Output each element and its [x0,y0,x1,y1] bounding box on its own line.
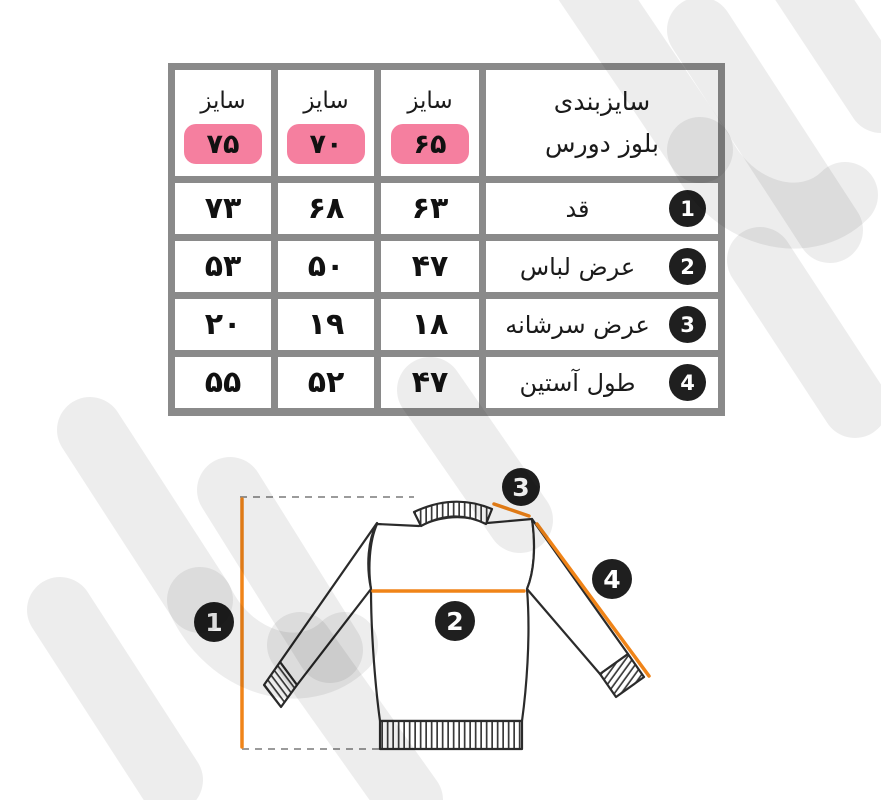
row-label-sleeve [486,357,718,408]
size-chart-table [168,63,725,416]
row-number-badge-3: 3 [669,306,706,343]
size-column-header-70 [278,70,374,176]
size-word: سایز [200,88,246,114]
table-title [486,70,718,176]
size-chip-65: ۶۵ [391,124,469,164]
size-chip-70: ۷۰ [287,124,365,164]
diagram-badge-3: 3 [512,473,530,502]
size-chip-75: ۷۵ [184,124,262,164]
diagram-badge-1: 1 [205,608,223,637]
value-shoulder-75: ۲۰ [175,299,271,350]
row-number-badge-2: 2 [669,248,706,285]
value-width-70: ۵۰ [278,241,374,292]
row-number-badge-1: 1 [669,190,706,227]
row-label-shoulder [486,299,718,350]
table-title-line2: بلوز دورس [545,129,659,158]
size-column-header-75 [175,70,271,176]
left-sleeve [280,523,377,685]
value-shoulder-65: ۱۸ [381,299,479,350]
row-label-text: عرض لباس [519,252,636,281]
diagram-badge-2: 2 [446,607,464,636]
value-length-75: ۷۳ [175,183,271,234]
size-word: سایز [407,88,453,114]
size-column-header-65 [381,70,479,176]
value-width-75: ۵۳ [175,241,271,292]
row-label-text: عرض سرشانه [505,310,650,339]
row-label-width [486,241,718,292]
row-label-text: طول آستین [519,368,636,397]
measurement-line-shoulder [494,504,529,516]
value-length-70: ۶۸ [278,183,374,234]
value-sleeve-75: ۵۵ [175,357,271,408]
value-sleeve-70: ۵۲ [278,357,374,408]
row-number-badge-4: 4 [669,364,706,401]
diagram-badge-4: 4 [603,565,621,594]
row-label-length [486,183,718,234]
size-word: سایز [303,88,349,114]
value-sleeve-65: ۴۷ [381,357,479,408]
hem-rib [380,721,522,749]
value-length-65: ۶۳ [381,183,479,234]
table-title-line1: سایزبندی [553,86,651,116]
row-label-text: قد [565,194,590,223]
value-width-65: ۴۷ [381,241,479,292]
value-shoulder-70: ۱۹ [278,299,374,350]
